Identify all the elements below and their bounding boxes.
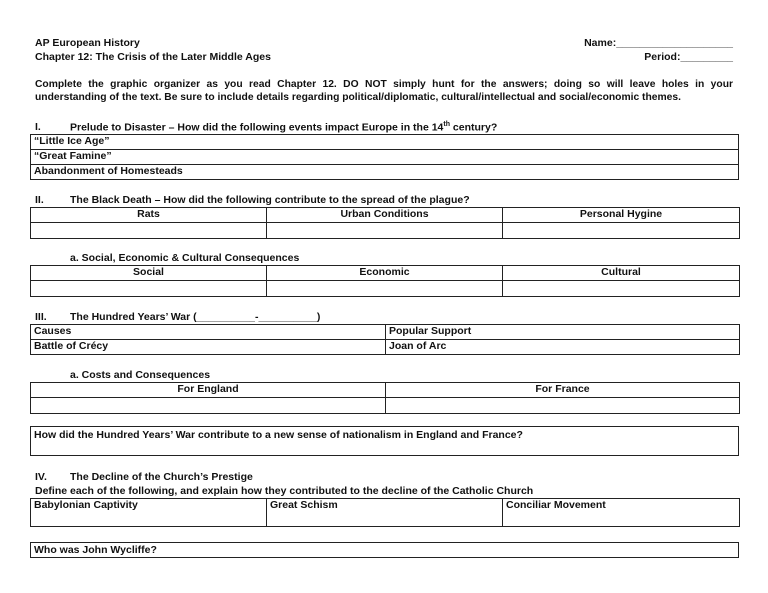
period-label: Period: [644, 51, 681, 63]
name-blank: ____________________ [616, 37, 733, 49]
name-label: Name: [584, 37, 617, 49]
answer-cell[interactable] [31, 398, 386, 414]
section-2-numeral: II. [35, 194, 44, 206]
column-header: For France [386, 383, 740, 398]
church-term-cell[interactable]: Babylonian Captivity [31, 499, 267, 527]
section-2a-table [30, 265, 740, 297]
column-header: Rats [31, 208, 267, 223]
section-3a-table [30, 382, 740, 414]
answer-cell[interactable] [503, 223, 740, 239]
column-header: Personal Hygine [503, 208, 740, 223]
answer-cell[interactable] [267, 223, 503, 239]
instructions-line2: understanding of the text. Be sure to include details regarding political/diplomatic, cultural/intellectual and social/economic themes. [35, 92, 681, 103]
section-4-instruction: Define each of the following, and explain how they contributed to the decline of the Catholic Church [35, 485, 534, 497]
row-label: Popular Support [386, 325, 740, 340]
section-1-row-label: “Little Ice Age” [31, 135, 739, 150]
column-header: For England [31, 383, 386, 398]
name-field[interactable] [584, 37, 733, 49]
row-label: Causes [31, 325, 386, 340]
row-label: Battle of Crécy [31, 340, 386, 355]
section-2a-title: a. Social, Economic & Cultural Consequences [70, 252, 300, 264]
answer-cell[interactable] [31, 223, 267, 239]
period-field[interactable] [644, 51, 733, 63]
column-header: Urban Conditions [267, 208, 503, 223]
wycliffe-question-box[interactable] [30, 542, 739, 558]
section-1-title-sup: th [443, 121, 451, 128]
nationalism-question: How did the Hundred Years’ War contribute to a new sense of nationalism in England and France? [34, 429, 523, 441]
section-1-table [30, 134, 739, 180]
section-3-numeral: III. [35, 311, 47, 323]
section-1-title-end: century? [450, 121, 498, 134]
section-1-row-label: “Great Famine” [31, 150, 739, 165]
section-1-numeral: I. [35, 121, 41, 133]
answer-cell[interactable] [31, 281, 267, 297]
answer-cell[interactable] [503, 281, 740, 297]
column-header: Social [31, 266, 267, 281]
course-title: AP European History [35, 37, 140, 49]
section-1-title-text: Prelude to Disaster – How did the following events impact Europe in the 14 [70, 121, 444, 134]
period-blank: _________ [680, 51, 733, 63]
section-2-title: The Black Death – How did the following contribute to the spread of the plague? [70, 194, 470, 206]
column-header: Cultural [503, 266, 740, 281]
section-1-title [70, 121, 497, 134]
instructions-line1: Complete the graphic organizer as you read Chapter 12. DO NOT simply hunt for the answers; doing so will leave holes in your [35, 79, 733, 90]
section-3-title: The Hundred Years’ War (__________-__________) [70, 311, 321, 323]
section-3a-title: a. Costs and Consequences [70, 369, 211, 381]
column-header: Economic [267, 266, 503, 281]
nationalism-question-box[interactable] [30, 426, 739, 456]
section-3-table [30, 324, 740, 355]
chapter-title: Chapter 12: The Crisis of the Later Middle Ages [35, 51, 271, 63]
section-1-row-label: Abandonment of Homesteads [31, 165, 739, 180]
answer-cell[interactable] [267, 281, 503, 297]
answer-cell[interactable] [386, 398, 740, 414]
church-term-cell[interactable]: Conciliar Movement [503, 499, 740, 527]
section-2-table [30, 207, 740, 239]
church-term-cell[interactable]: Great Schism [267, 499, 503, 527]
row-label: Joan of Arc [386, 340, 740, 355]
section-4-title: The Decline of the Church’s Prestige [70, 471, 253, 483]
section-4-numeral: IV. [35, 471, 47, 483]
section-4-table [30, 498, 740, 527]
wycliffe-question: Who was John Wycliffe? [34, 544, 157, 556]
